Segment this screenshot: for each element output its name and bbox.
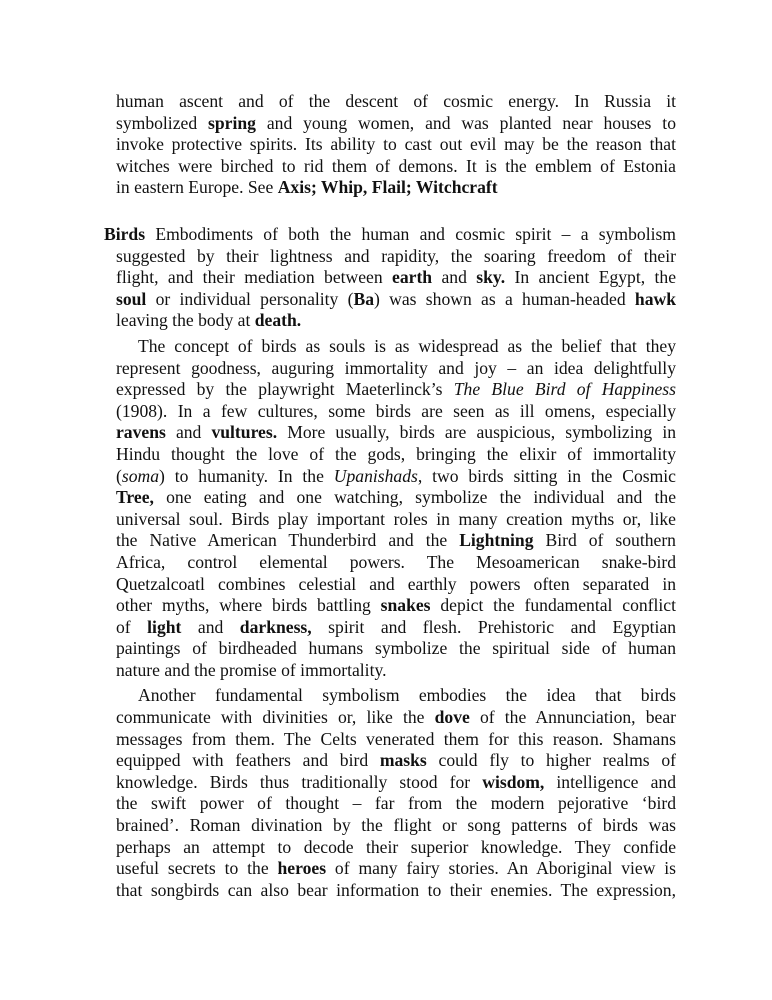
text-line: brained’. Roman divination by the flight or song patterns of birds was [116, 815, 676, 836]
birds-first-line-text: Embodiments of both the human and cosmic spirit – a symbolism [155, 224, 676, 244]
entry-birch-continuation [116, 91, 676, 199]
text-line: Another fundamental symbolism embodies the idea that birds [138, 685, 676, 706]
text-line: the Native American Thunderbird and the Lightning Bird of southern [116, 530, 676, 551]
birds-first-line [104, 224, 676, 246]
text-line: represent goodness, auguring immortality and joy – an idea delightfully [116, 357, 676, 378]
birch-paragraph [116, 91, 676, 199]
text-line: (soma) to humanity. In the Upanishads, two birds sitting in the Cosmic [116, 465, 676, 486]
text-line: Africa, control elemental powers. The Mesoamerican snake-bird [116, 551, 676, 572]
text-line: flight, and their mediation between earth and sky. In ancient Egypt, the [116, 267, 677, 288]
text-line: useful secrets to the heroes of many fairy stories. An Aboriginal view is [116, 858, 676, 879]
text-line: Quetzalcoatl combines celestial and earthly powers often separated in [116, 573, 676, 594]
text-line: paintings of birdheaded humans symbolize the spiritual side of human [116, 638, 676, 659]
birds-paragraph-3 [116, 685, 676, 901]
text-line: the swift power of thought – far from the modern pejorative ‘bird [116, 793, 676, 814]
text-line: expressed by the playwright Maeterlinck’s The Blue Bird of Happiness [116, 379, 677, 400]
text-line: invoke protective spirits. Its ability to cast out evil may be the reason that [116, 134, 676, 155]
birds-paragraph-1-rest [116, 246, 676, 332]
text-line: The concept of birds as souls is as widespread as the belief that they [138, 335, 676, 356]
text-line: suggested by their lightness and rapidity, the soaring freedom of their [116, 245, 676, 266]
text-line: Tree, one eating and one watching, symbolize the individual and the [116, 487, 676, 508]
entry-heading-birds: Birds [104, 224, 146, 244]
text-line: equipped with feathers and bird masks could fly to higher realms of [116, 750, 676, 771]
text-line: (1908). In a few cultures, some birds are seen as ill omens, especially [116, 400, 676, 421]
text-line: that songbirds can also bear information to their enemies. The expression, [116, 879, 676, 900]
text-line: symbolized spring and young women, and was planted near houses to [116, 112, 676, 133]
text-line: communicate with divinities or, like the dove of the Annunciation, bear [116, 707, 677, 728]
text-line: knowledge. Birds thus traditionally stood for wisdom, intelligence and [116, 771, 676, 792]
birds-paragraph-1 [104, 224, 677, 332]
text-line: Hindu thought the love of the gods, bringing the elixir of immortality [116, 443, 676, 464]
text-line: other myths, where birds battling snakes depict the fundamental conflict [116, 595, 676, 616]
text-line: witches were birched to rid them of demons. It is the emblem of Estonia [116, 155, 676, 176]
text-line: leaving the body at death. [116, 310, 302, 331]
text-line: ravens and vultures. More usually, birds are auspicious, symbolizing in [116, 422, 676, 443]
text-line: human ascent and of the descent of cosmic energy. In Russia it [116, 91, 676, 111]
birds-paragraph-2 [116, 336, 676, 682]
entry-birds [104, 224, 677, 901]
text-line: perhaps an attempt to decode their superior knowledge. They confide [116, 836, 676, 857]
text-line: of light and darkness, spirit and flesh. Prehistoric and Egyptian [116, 616, 676, 637]
text-line: soul or individual personality (Ba) was shown as a human-headed hawk [116, 288, 676, 309]
text-line: nature and the promise of immortality. [116, 659, 387, 680]
text-line: messages from them. The Celts venerated them for this reason. Shamans [116, 728, 676, 749]
text-line: in eastern Europe. See Axis; Whip, Flail; Witchcraft [116, 177, 498, 198]
text-line: universal soul. Birds play important roles in many creation myths or, like [116, 508, 676, 529]
